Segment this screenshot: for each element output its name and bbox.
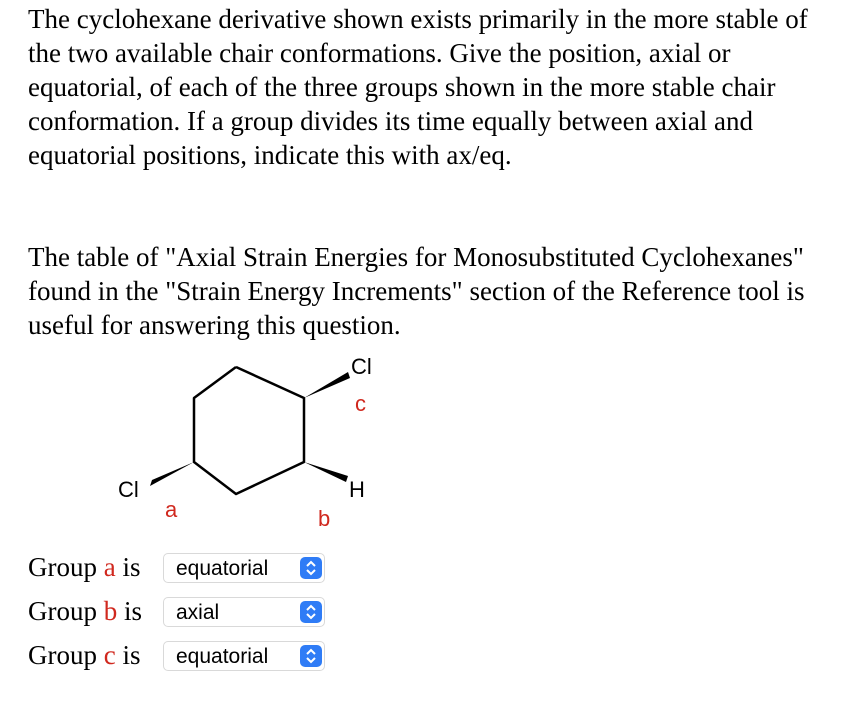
wedge-bond-bottom-right [304, 462, 348, 482]
group-b-row [28, 594, 142, 628]
group-c-select[interactable] [163, 641, 325, 671]
question-paragraph-2: The table of "Axial Strain Energies for Monosubstituted Cyclohexanes" found in the "Strain Energy Increments" section of the Reference tool is useful for answering this question. [28, 242, 805, 340]
label-cl-top: Cl [351, 354, 372, 379]
group-a-prefix: Group [28, 551, 104, 582]
question-paragraph-1: The cyclohexane derivative shown exists primarily in the more stable of the two available chair conformations. Give the position, axial or equatorial, of each of the three groups shown in the more stable chair conformation. If a group divides its time equally between axial and equatorial positions, indicate this with ax/eq. [28, 4, 808, 170]
select-arrows-icon[interactable] [300, 557, 322, 579]
group-a-suffix: is [115, 551, 141, 582]
group-b-value: axial [176, 601, 220, 624]
wedge-bond-top-right [304, 372, 350, 398]
group-a-row [28, 550, 141, 584]
select-arrows-icon[interactable] [300, 601, 322, 623]
label-b: b [318, 506, 331, 531]
ring-bonds [194, 367, 304, 494]
label-cl-left: Cl [118, 477, 139, 502]
group-b-letter: b [103, 595, 118, 626]
group-c-prefix: Group [28, 639, 104, 670]
group-a-select[interactable] [163, 553, 325, 583]
group-c-value: equatorial [176, 645, 269, 668]
group-b-suffix: is [117, 595, 143, 626]
group-c-row [28, 638, 141, 672]
group-b-prefix: Group [28, 595, 104, 626]
wedge-bond-left [150, 462, 194, 486]
group-c-suffix: is [115, 639, 141, 670]
select-arrows-icon[interactable] [300, 645, 322, 667]
group-a-value: equatorial [176, 557, 269, 580]
label-h: H [349, 477, 365, 502]
group-a-letter: a [103, 551, 116, 582]
label-a: a [165, 497, 178, 522]
label-c: c [355, 391, 366, 416]
group-c-letter: c [103, 639, 116, 670]
group-b-select[interactable] [163, 597, 325, 627]
